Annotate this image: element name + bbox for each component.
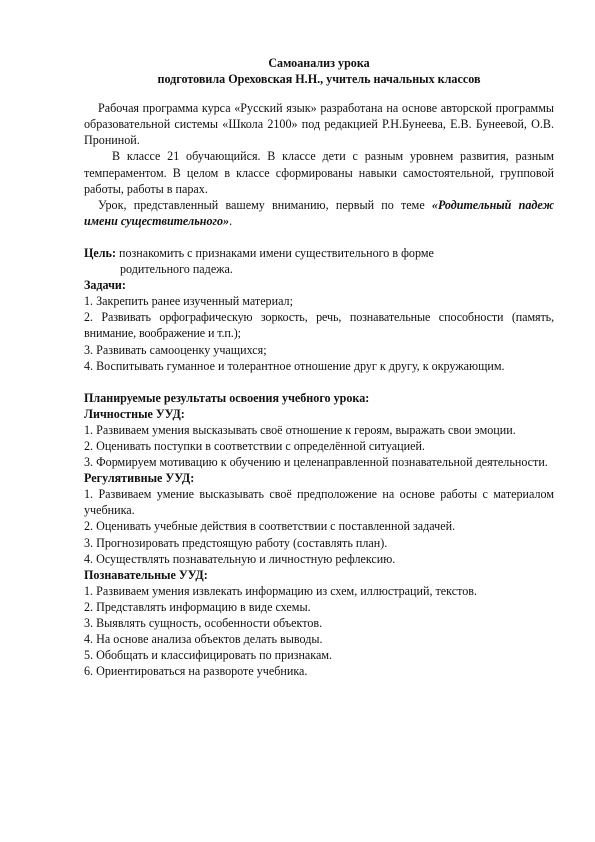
goal-label: Цель: — [84, 245, 116, 260]
cognitive-uud-heading: Познавательные УУД: — [84, 567, 208, 582]
regulatory-uud-item: 4. Осуществлять познавательную и личностную рефлексию. — [84, 551, 396, 566]
spacer — [84, 374, 554, 390]
personal-uud-item: 2. Оценивать поступки в соответствии с определённой ситуацией. — [84, 438, 425, 453]
results-heading: Планируемые результаты освоения учебного урока: — [84, 390, 370, 405]
tasks-heading: Задачи: — [84, 278, 126, 293]
spacer — [84, 229, 554, 245]
regulatory-uud-item: 2. Оценивать учебные действия в соответствии с поставленной задачей. — [84, 519, 456, 534]
goal-text: познакомить с признаками имени существительного в форме — [115, 245, 434, 260]
regulatory-uud-item: 1. Развиваем умение высказывать своё предположение на основе работы с материалом учебника. — [84, 487, 554, 518]
lesson-suffix: . — [229, 213, 233, 228]
lesson-prefix: Урок, представленный вашему вниманию, первый по теме — [98, 197, 432, 212]
cognitive-uud-item: 1. Развиваем умения извлекать информацию из схем, иллюстраций, текстов. — [84, 583, 478, 598]
task-item: 2. Развивать орфографическую зоркость, речь, познавательные способности (память, внимание, воображение и т.п.); — [84, 310, 554, 341]
task-item: 4. Воспитывать гуманное и толерантное отношение друг к другу, к окружающим. — [84, 358, 505, 373]
cognitive-uud-item: 6. Ориентироваться на развороте учебника. — [84, 664, 308, 679]
goal-text-continued: родительного падежа. — [120, 262, 233, 277]
cognitive-uud-item: 5. Обобщать и классифицировать по признакам. — [84, 648, 333, 663]
lesson-paragraph — [84, 197, 554, 229]
personal-uud-heading: Личностные УУД: — [84, 406, 185, 421]
regulatory-uud-heading: Регулятивные УУД: — [84, 471, 195, 486]
regulatory-uud-item: 3. Прогнозировать предстоящую работу (составлять план). — [84, 535, 388, 550]
document-body — [84, 55, 554, 679]
goal-line — [84, 245, 554, 261]
cognitive-uud-item: 4. На основе анализа объектов делать выводы. — [84, 632, 323, 647]
intro-paragraph-program: Рабочая программа курса «Русский язык» разработана на основе авторской программы образовательной системы «Школа 2100» под редакцией Р.Н.Бунеева, Е.В. Бунеевой, О.В. Прониной. — [84, 101, 554, 148]
task-item: 1. Закрепить ранее изученный материал; — [84, 294, 293, 309]
personal-uud-item: 3. Формируем мотивацию к обучению и целенаправленной познавательной деятельности. — [84, 455, 548, 470]
task-item: 3. Развивать самооценку учащихся; — [84, 342, 267, 357]
lesson-topic: «Родительный падеж имени существительного» — [84, 197, 554, 228]
document-title: Самоанализ урока — [268, 56, 370, 70]
intro-paragraph-class: В классе 21 обучающийся. В классе дети с разным уровнем развития, разным темпераментом. В целом в классе сформированы навыки самостоятельной, групповой работы, работы в парах. — [84, 149, 554, 196]
cognitive-uud-item: 3. Выявлять сущность, особенности объектов. — [84, 616, 323, 630]
document-subtitle: подготовила Ореховская Н.Н., учитель начальных классов — [157, 72, 481, 87]
cognitive-uud-item: 2. Представлять информацию в виде схемы. — [84, 599, 311, 614]
personal-uud-item: 1. Развиваем умения высказывать своё отношение к героям, выражать свои эмоции. — [84, 422, 516, 437]
